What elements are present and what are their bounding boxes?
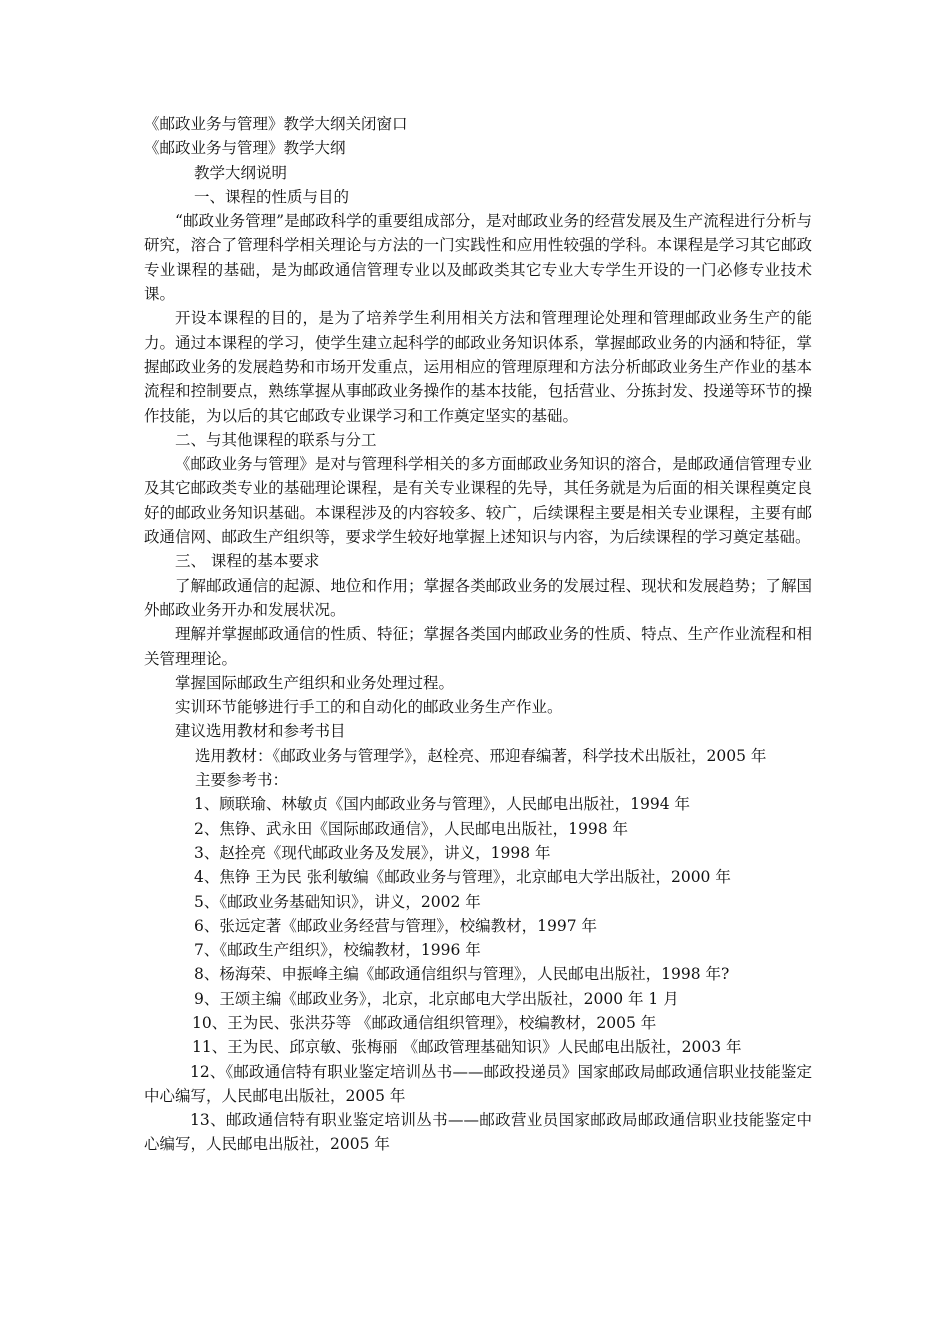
paragraph-nature: “邮政业务管理”是邮政科学的重要组成部分，是对邮政业务的经营发展及生产流程进行分析与研究，溶合了管理科学相关理论与方法的一门实践性和应用性较强的学科。本课程是学习其它邮政专业课程的基础，是为邮政通信管理专业以及邮政类其它专业大专学生开设的一门必修专业技术课。 (144, 212, 812, 304)
reference-item: 5、《邮政业务基础知识》，讲义，2002 年 (194, 892, 481, 911)
document-title-window: 《邮政业务与管理》教学大纲关闭窗口 (144, 115, 408, 133)
reference-item: 9、王颂主编《邮政业务》，北京，北京邮电大学出版社，2000 年 1 月 (194, 989, 679, 1008)
paragraph-relations: 《邮政业务与管理》是对与管理科学相关的多方面邮政业务知识的溶合，是邮政通信管理专业及其它邮政类专业的基础理论课程，是有关专业课程的先导，其任务就是为后面的相关课程奠定良好的邮政业务知识基础。本课程涉及的内容较多、较广，后续课程主要是相关专业课程，主要有邮政通信网、邮政生产组织等，要求学生较好地掌握上述知识与内容，为后续课程的学习奠定基础。 (144, 455, 812, 547)
reference-item: 12、《邮政通信特有职业鉴定培训丛书——邮政投递员》国家邮政局邮政通信职业技能鉴定中心编写，人民邮电出版社，2005 年 (144, 1062, 812, 1105)
reference-item: 4、焦铮 王为民 张利敏编《邮政业务与管理》，北京邮电大学出版社，2000 年 (194, 868, 731, 887)
reference-item: 7、《邮政生产组织》，校编教材，1996 年 (194, 941, 481, 960)
section-heading-1: 一、课程的性质与目的 (194, 187, 350, 206)
document-page (144, 112, 812, 1157)
paragraph-req-4: 实训环节能够进行手工的和自动化的邮政业务生产作业。 (175, 698, 563, 717)
reference-item: 6、张远定著《邮政业务经营与管理》，校编教材，1997 年 (194, 916, 597, 935)
paragraph-req-2: 理解并掌握邮政通信的性质、特征；掌握各类国内邮政业务的性质、特点、生产作业流程和相关管理理论。 (144, 625, 812, 668)
reference-item: 13、邮政通信特有职业鉴定培训丛书——邮政营业员国家邮政局邮政通信职业技能鉴定中心编写，人民邮电出版社，2005 年 (144, 1111, 812, 1154)
section-heading-3: 三、 课程的基本要求 (175, 552, 320, 571)
paragraph-req-1: 了解邮政通信的起源、地位和作用；掌握各类邮政业务的发展过程、现状和发展趋势；了解国外邮政业务开办和发展状况。 (144, 576, 812, 619)
paragraph-purpose: 开设本课程的目的，是为了培养学生利用相关方法和管理理论处理和管理邮政业务生产的能力。通过本课程的学习，使学生建立起科学的邮政业务知识体系，掌握邮政业务的内涵和特征，掌握邮政业务的发展趋势和市场开发重点，运用相应的管理原理和方法分析邮政业务生产作业的基本流程和控制要点，熟练掌握从事邮政业务操作的基本技能，包括营业、分拣封发、投递等环节的操作技能，为以后的其它邮政专业课学习和工作奠定坚实的基础。 (144, 309, 812, 425)
intro-heading: 教学大纲说明 (194, 163, 288, 182)
section-heading-2: 二、与其他课程的联系与分工 (175, 430, 377, 449)
reference-item: 10、王为民、张洪芬等 《邮政通信组织管理》，校编教材，2005 年 (192, 1013, 657, 1032)
paragraph-req-3: 掌握国际邮政生产组织和业务处理过程。 (175, 673, 455, 692)
reference-item: 11、王为民、邱京敏、张梅丽 《邮政管理基础知识》人民邮电出版社，2003 年 (192, 1038, 742, 1057)
reference-item: 2、焦铮、武永田《国际邮政通信》，人民邮电出版社，1998 年 (194, 819, 628, 838)
reference-item: 1、顾联瑜、林敏贞《国内邮政业务与管理》，人民邮电出版社，1994 年 (194, 795, 690, 814)
refs-title: 主要参考书： (195, 771, 289, 790)
document-title: 《邮政业务与管理》教学大纲 (144, 139, 346, 158)
textbook-line: 选用教材：《邮政业务与管理学》，赵栓亮、邢迎春编著，科学技术出版社，2005 年 (195, 746, 767, 765)
reference-item: 3、赵拴亮《现代邮政业务及发展》，讲义，1998 年 (194, 843, 551, 862)
section-heading-books: 建议选用教材和参考书目 (175, 722, 346, 741)
reference-item: 8、杨海荣、申振峰主编《邮政通信组织与管理》，人民邮电出版社，1998 年? (194, 965, 730, 984)
